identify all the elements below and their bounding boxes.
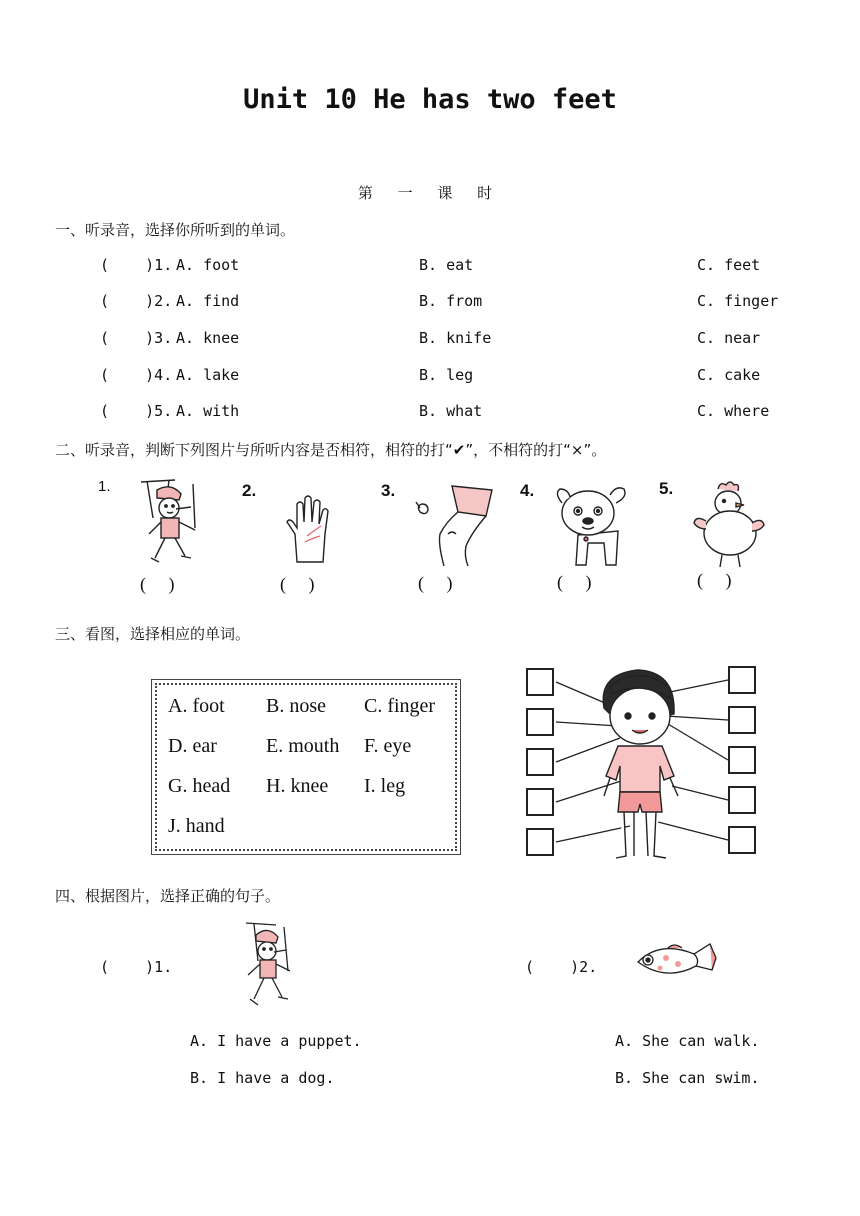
label-box-right-3[interactable] (728, 746, 756, 774)
question-1-number: ( )1. (100, 958, 173, 976)
puppet-icon (133, 478, 213, 570)
question-2-option-a: A. She can walk. (615, 1032, 760, 1050)
picture-number: 1. (98, 478, 111, 495)
answer-paren[interactable]: ( ) (418, 573, 453, 593)
item-number: ( )3. (100, 329, 173, 347)
label-box-right-4[interactable] (728, 786, 756, 814)
word-option: E. mouth (266, 735, 340, 757)
option-b: B. eat (419, 256, 474, 274)
option-a: A. knee (176, 329, 240, 347)
fish-icon (630, 936, 726, 986)
option-a: A. with (176, 402, 240, 420)
word-option: J. hand (168, 815, 225, 837)
option-b: B. what (419, 402, 483, 420)
word-option: C. finger (364, 695, 436, 717)
label-box-left-3[interactable] (526, 748, 554, 776)
section1-heading: 一、听录音，选择你所听到的单词。 (55, 221, 296, 239)
label-box-right-1[interactable] (728, 666, 756, 694)
section2-heading: 二、听录音，判断下列图片与所听内容是否相符，相符的打“✔”，不相符的打“×”。 (55, 441, 607, 459)
word-option: B. nose (266, 695, 326, 717)
option-b: B. leg (419, 366, 474, 384)
label-box-left-1[interactable] (526, 668, 554, 696)
page-title: Unit 10 He has two feet (243, 84, 617, 115)
option-b: B. from (419, 292, 483, 310)
option-a: A. lake (176, 366, 240, 384)
dog-icon (548, 481, 638, 569)
label-box-left-4[interactable] (526, 788, 554, 816)
option-c: C. near (697, 329, 761, 347)
picture-number: 2. (242, 481, 257, 500)
item-number: ( )5. (100, 402, 173, 420)
label-box-left-2[interactable] (526, 708, 554, 736)
word-option: I. leg (364, 775, 406, 797)
section4-heading: 四、根据图片，选择正确的句子。 (55, 887, 281, 905)
option-c: C. feet (697, 256, 761, 274)
option-c: C. cake (697, 366, 761, 384)
option-a: A. find (176, 292, 240, 310)
question-2-option-b: B. She can swim. (615, 1069, 760, 1087)
chick-icon (688, 479, 770, 571)
answer-paren[interactable]: ( ) (280, 574, 315, 594)
picture-number: 5. (659, 479, 674, 498)
picture-number: 3. (381, 481, 396, 500)
item-number: ( )1. (100, 256, 173, 274)
word-option: G. head (168, 775, 231, 797)
picture-number: 4. (520, 481, 535, 500)
hand-icon (283, 492, 339, 564)
section3-heading: 三、看图，选择相应的单词。 (55, 625, 251, 643)
option-b: B. knife (419, 329, 492, 347)
question-1-option-b: B. I have a dog. (190, 1069, 335, 1087)
answer-paren[interactable]: ( ) (557, 572, 592, 592)
option-c: C. where (697, 402, 770, 420)
label-box-right-2[interactable] (728, 706, 756, 734)
word-option: F. eye (364, 735, 412, 757)
word-option: D. ear (168, 735, 217, 757)
puppet-icon (236, 921, 302, 1011)
label-box-left-5[interactable] (526, 828, 554, 856)
option-c: C. finger (697, 292, 779, 310)
option-a: A. foot (176, 256, 240, 274)
lesson-label: 第 一 课 时 (357, 184, 503, 202)
word-option: H. knee (266, 775, 329, 797)
question-1-option-a: A. I have a puppet. (190, 1032, 362, 1050)
question-2-number: ( )2. (525, 958, 598, 976)
word-option: A. foot (168, 695, 225, 717)
label-box-right-5[interactable] (728, 826, 756, 854)
answer-paren[interactable]: ( ) (697, 570, 732, 590)
item-number: ( )4. (100, 366, 173, 384)
knee-icon (406, 482, 496, 568)
answer-paren[interactable]: ( ) (140, 574, 175, 594)
item-number: ( )2. (100, 292, 173, 310)
